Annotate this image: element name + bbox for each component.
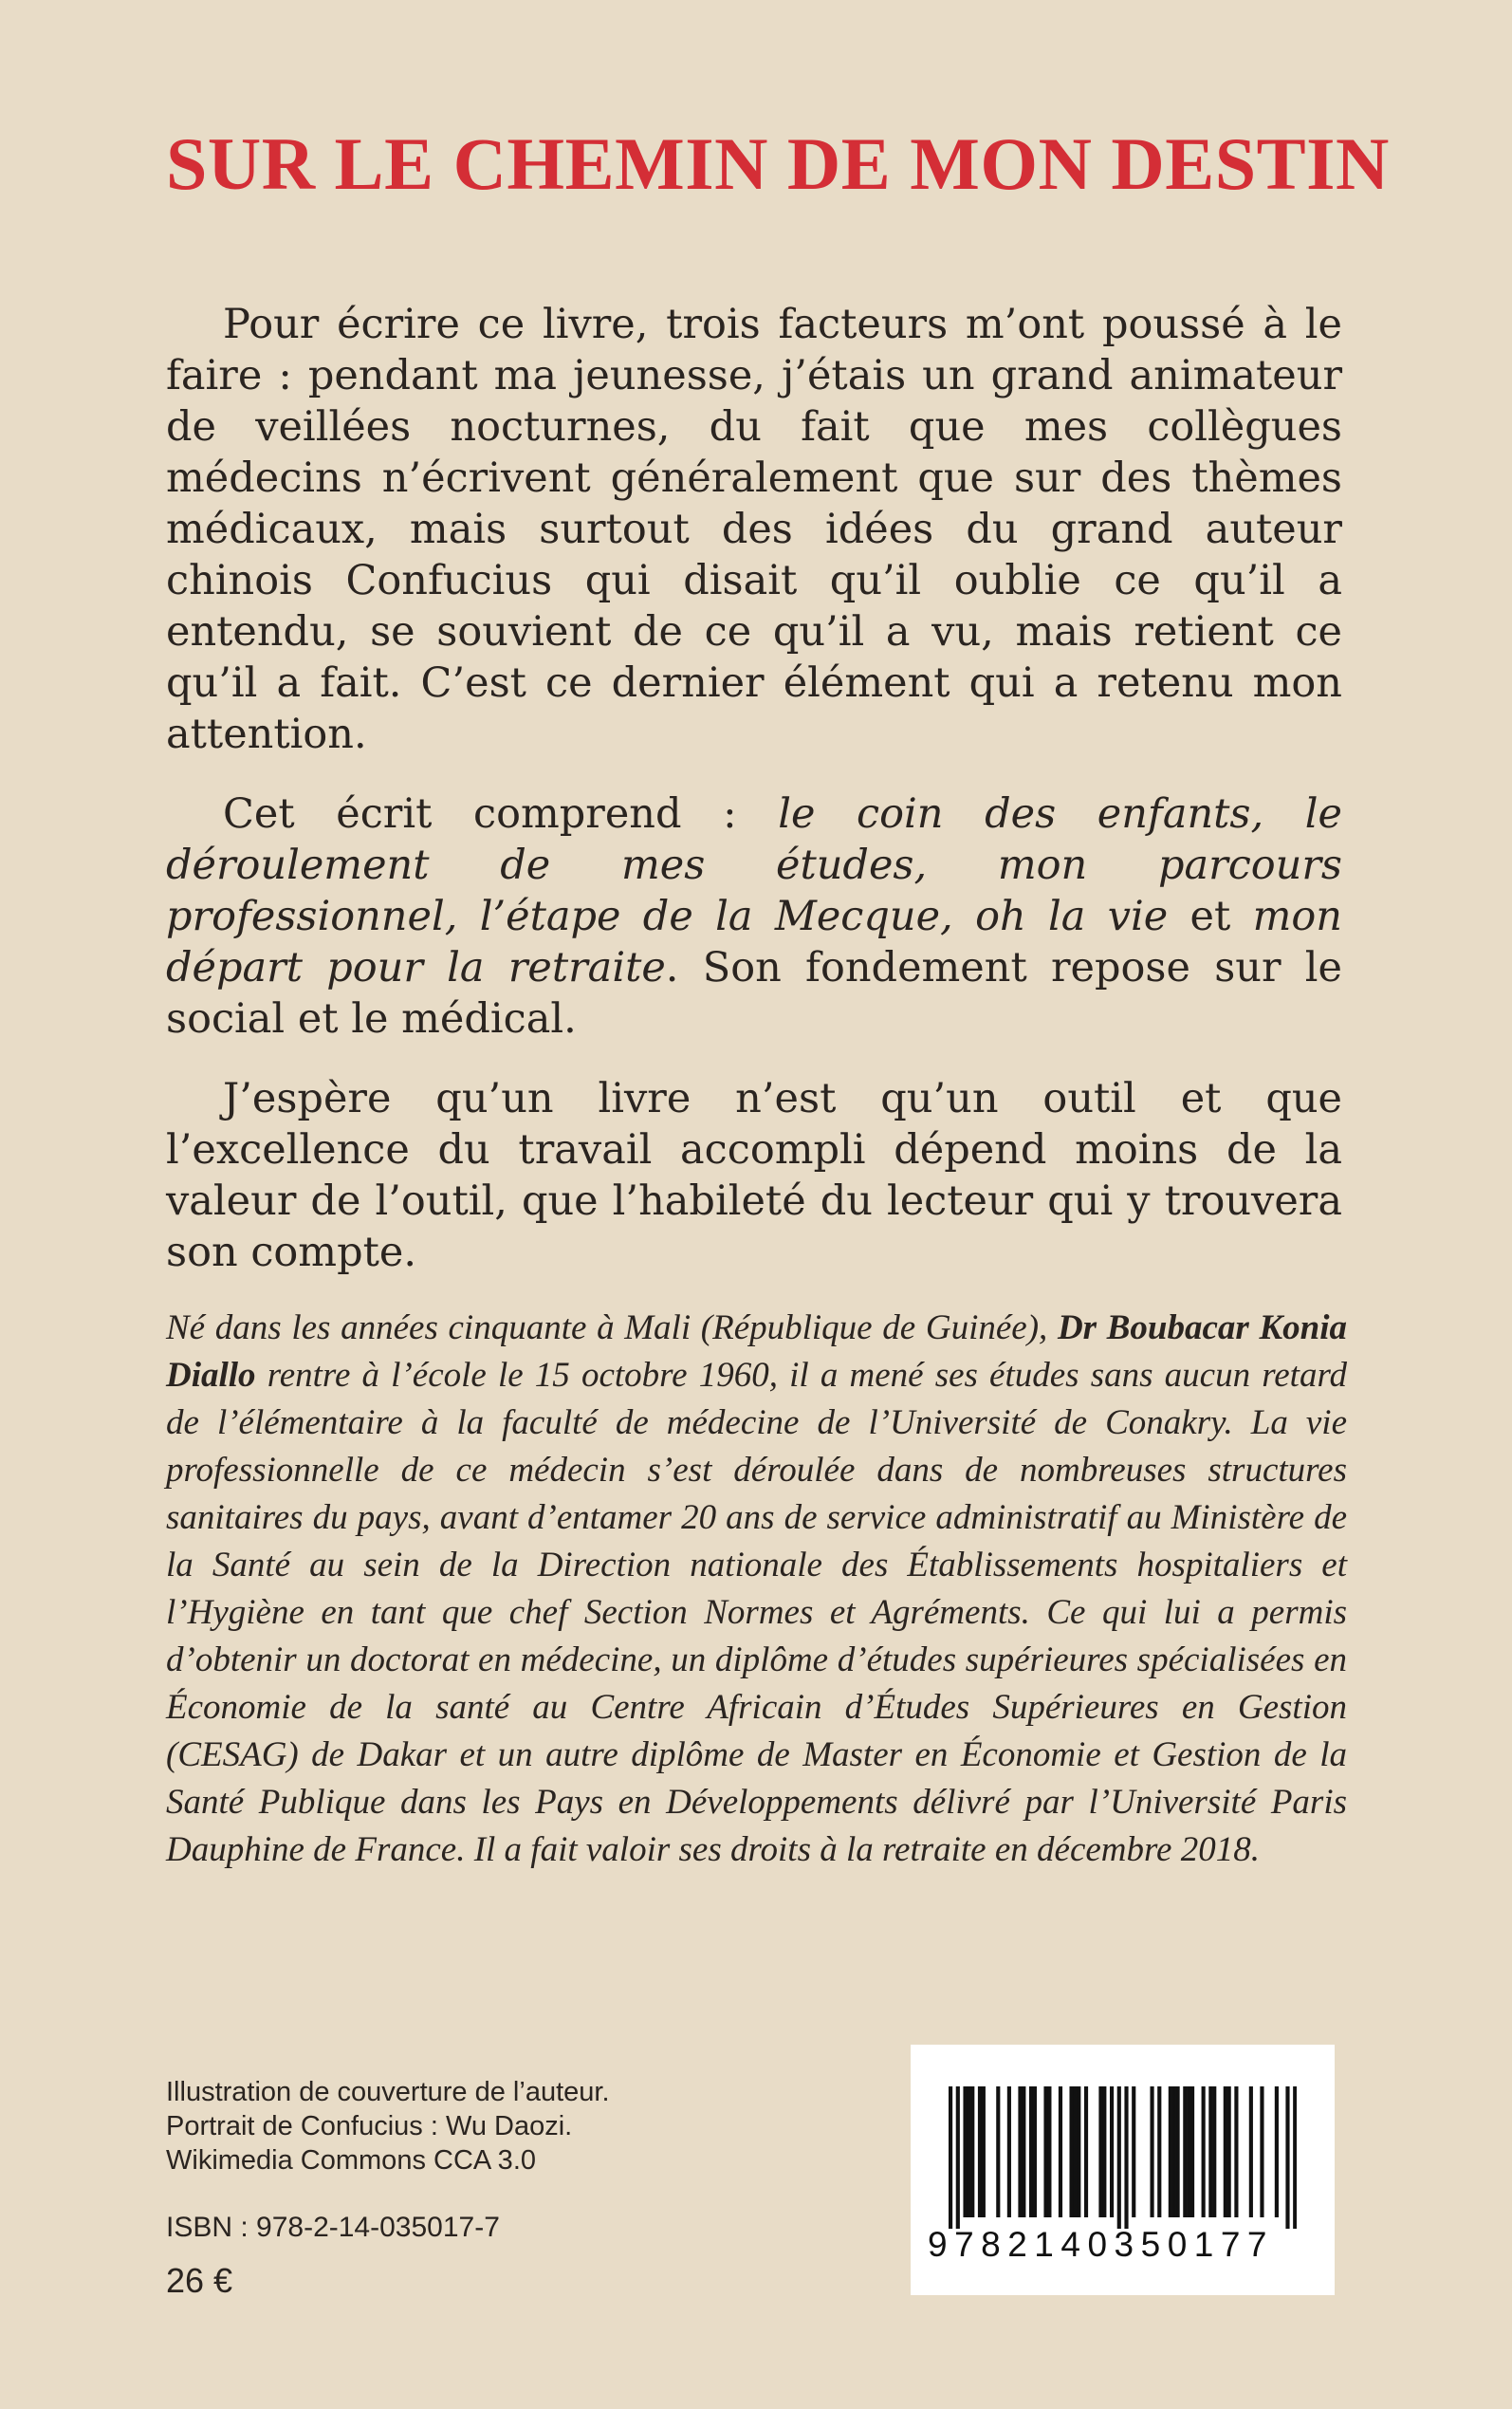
barcode-bar [1029,2086,1033,2217]
summary-paragraph-3: J’espère qu’un livre n’est qu’un outil et que l’excellence du travail accompli dépend moins de la valeur de l’outil, que l’habileté du lecteur qui y trouvera son compte. [166,1075,1342,1276]
summary-p2-last: mon départ pour la retraite [166,893,1342,991]
credit-line-1: Illustration de couverture de l’auteur. [166,2077,610,2107]
barcode-bar [1249,2086,1253,2217]
barcode-bar [1176,2086,1180,2217]
bio-lead: Né dans les années cinquante à Mali (République de Guinée), [166,1308,1058,1347]
barcode-bar [1132,2086,1135,2217]
author-name: Dr Boubacar Konia Diallo [166,1308,1347,1395]
barcode-bar [1202,2086,1206,2217]
summary-paragraph-1: Pour écrire ce livre, trois facteurs m’ont poussé à le faire : pendant ma jeunesse, j’étais un grand animateur de veillées nocturnes, du fait que mes collègues médecins n’écrivent généralement que sur des thèmes médicaux, mais surtout des idées du grand auteur chinois Confucius qui disait qu’il oublie ce qu’il a entendu, se souvient de ce qu’il a vu, mais retient ce qu’il a fait. C’est ce dernier élément qui a retenu mon attention. [166,301,1342,758]
barcode-bar [1293,2086,1297,2229]
summary-p2-lead: Cet écrit comprend : [223,790,779,838]
barcode-bar [1212,2086,1216,2217]
barcode-bar [1275,2086,1279,2217]
barcode-bar [1018,2086,1022,2217]
barcode-bar [1157,2086,1161,2217]
barcode-bar [982,2086,986,2217]
credit-line-2: Portrait de Confucius : Wu Daozi. [166,2111,573,2141]
credit-line-3: Wikimedia Commons CCA 3.0 [166,2145,536,2176]
bio-rest: rentre à l’école le 15 octobre 1960, il a mené ses études sans aucun retard de l’élémentaire à la faculté de médecine de l’Université de Conakry. La vie professionnelle de ce médecin s’est déroulée dans de nombreuses structures sanitaires du pays, avant d’entamer 20 ans de service administratif au Ministère de la Santé au sein de la Direction nationale des Établissements hospitaliers et l’Hygiène en tant que chef Section Normes et Agréments. Ce qui lui a permis d’obtenir un doctorat en médecine, un diplôme d’études supérieures spécialisées en Économie de la santé au Centre Africain d’Études Supérieures en Gestion (CESAG) de Dakar et un autre diplôme de Master en Économie et Gestion de la Santé Publique dans les Pays en Développements délivré par l’Université Paris Dauphine de France. Il a fait valoir ses droits à la retraite en décembre 2018. [166,1356,1347,1869]
barcode-bar [1150,2086,1153,2217]
barcode-bar [1117,2086,1121,2229]
barcode-bar [1069,2086,1073,2217]
barcode-bar [1124,2086,1128,2229]
barcode-bar [1234,2086,1238,2217]
barcode-bar [956,2086,960,2229]
image-credits [166,2075,830,2177]
barcode-bar [949,2086,952,2229]
barcode-bar [1183,2086,1187,2217]
barcode [911,2045,1335,2295]
barcode-bar [1022,2086,1025,2217]
barcode-bar [1227,2086,1231,2217]
barcode-bar [1047,2086,1051,2217]
barcode-bar [1172,2086,1176,2217]
summary-paragraph-2 [166,788,1342,1045]
barcode-bar [1007,2086,1011,2217]
barcode-bar [1208,2086,1212,2217]
barcode-bar [1169,2086,1172,2217]
barcode-bar [1260,2086,1263,2217]
barcode-digits: 9782140350177 [928,2225,1275,2264]
barcode-bar [1073,2086,1077,2217]
barcode-bar [963,2086,967,2217]
price-text: 26 € [166,2261,233,2300]
barcode-bar [1077,2086,1080,2217]
barcode-bars [949,2086,1297,2229]
barcode-bar [970,2086,974,2217]
barcode-bar [1084,2086,1088,2217]
barcode-bar [1285,2086,1289,2229]
barcode-bar [978,2086,982,2217]
barcode-bar [1098,2086,1102,2217]
barcode-bar [1102,2086,1106,2217]
barcode-bar [1033,2086,1037,2217]
barcode-bar [1190,2086,1194,2217]
barcode-bar [1224,2086,1227,2217]
barcode-bar [1059,2086,1062,2217]
book-summary [166,299,1342,1306]
summary-p2-items: le coin des enfants, le déroulement de mes études, mon parcours professionnel, l’étape de la Mecque, oh la vie [166,790,1342,940]
book-title: SUR LE CHEMIN DE MON DESTIN [166,122,1390,205]
barcode-bar [1187,2086,1190,2217]
summary-p2-and: et [1168,893,1253,940]
barcode-bar [1043,2086,1047,2217]
author-biography [166,1305,1347,1874]
barcode-bar [996,2086,1000,2217]
barcode-bar [1110,2086,1114,2217]
summary-p2-tail: . Son fondement repose sur le social et le médical. [166,944,1342,1043]
isbn-text: ISBN : 978-2-14-035017-7 [166,2212,500,2243]
barcode-bar [967,2086,970,2217]
